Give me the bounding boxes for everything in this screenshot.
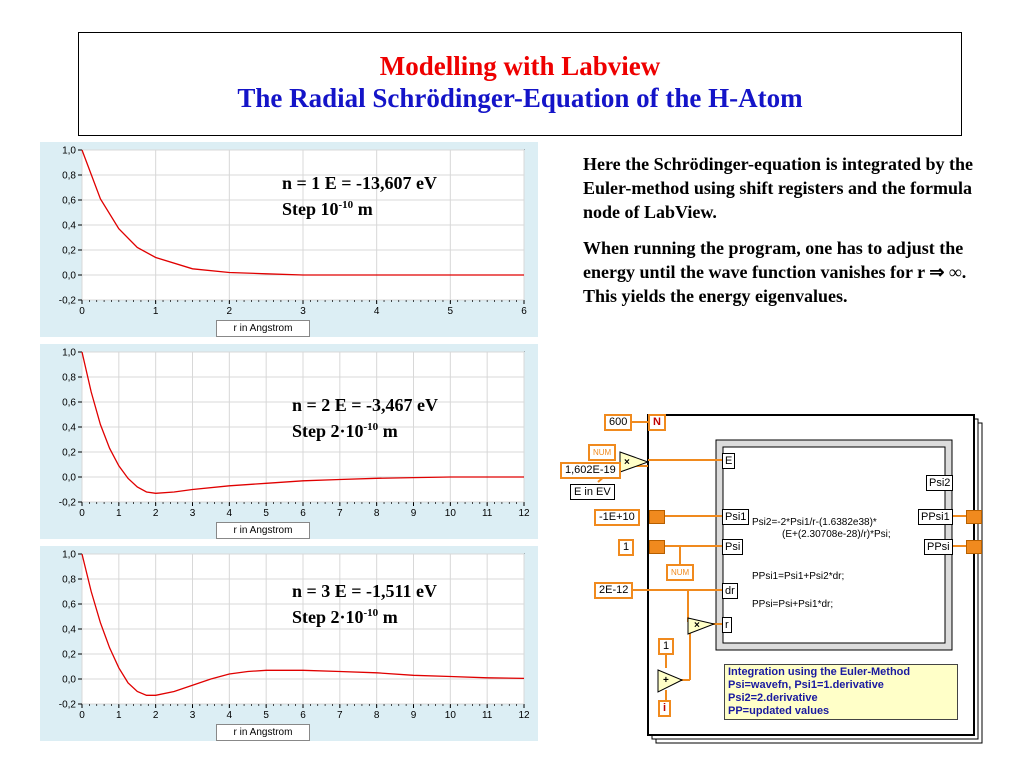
- implies-symbol: ⇒: [929, 262, 945, 282]
- y-tick-label: 0,2: [62, 245, 76, 257]
- title-line-2: The Radial Schrödinger-Equation of the H-Atom: [237, 83, 803, 113]
- y-tick-label: 0,6: [62, 195, 76, 207]
- x-tick-label: 3: [189, 710, 196, 721]
- x-tick-label: 12: [518, 710, 530, 721]
- comment-line-4: PP=updated values: [728, 705, 830, 717]
- x-tick-label: 9: [410, 508, 417, 519]
- x-tick-label: 2: [152, 710, 159, 721]
- iteration-terminal: i: [658, 700, 671, 717]
- x-tick-label: 4: [226, 508, 233, 519]
- x-tick-label: 3: [189, 508, 196, 519]
- formula-line-2: (E+(2.30708e-28)/r)*Psi;: [782, 529, 891, 540]
- formula-input-E: E: [722, 453, 735, 469]
- y-tick-label: 1,0: [62, 145, 76, 157]
- x-tick-label: 11: [481, 508, 493, 519]
- formula-output-PPsi1: PPsi1: [918, 509, 953, 525]
- formula-input-r: r: [722, 617, 732, 633]
- plot-energy-label: n = 1 E = -13,607 eV: [282, 173, 438, 193]
- y-tick-label: -0,2: [58, 295, 76, 307]
- x-tick-label: 7: [337, 508, 343, 519]
- y-tick-label: 0,0: [62, 674, 76, 686]
- y-tick-label: -0,2: [58, 699, 76, 711]
- x-tick-label: 5: [447, 306, 454, 317]
- x-tick-label: 1: [152, 306, 159, 317]
- y-tick-label: 1,0: [62, 549, 76, 561]
- shift-register-right-icon: [966, 510, 982, 524]
- explanation-paragraph-1: Here the Schrödinger-equation is integrated by the Euler-method using shift registers and the formula node of LabView.: [583, 154, 973, 222]
- shift-register-left-icon: [649, 540, 665, 554]
- multiply-node-2: ×: [694, 620, 700, 631]
- title-line-1: Modelling with Labview: [379, 51, 661, 81]
- x-tick-label: 8: [373, 710, 380, 721]
- x-tick-label: 9: [410, 710, 417, 721]
- shift-register-left-icon: [649, 510, 665, 524]
- step-suffix: m: [378, 607, 398, 627]
- step-suffix: m: [378, 421, 398, 441]
- formula-line-3: PPsi1=Psi1+Psi2*dr;: [752, 571, 845, 582]
- initial-psi1-constant[interactable]: -1E+10: [594, 509, 640, 526]
- x-tick-label: 10: [444, 710, 456, 721]
- step-prefix: Step 2·10: [292, 607, 364, 627]
- y-tick-label: -0,2: [58, 497, 76, 509]
- x-tick-label: 11: [481, 710, 493, 721]
- explanation-p2-start: When running the program, one has to adjust the energy until the wave function vanishes for r: [583, 238, 964, 282]
- formula-input-Psi: Psi: [722, 539, 743, 555]
- comment-line-1: Integration using the Euler-Method: [728, 666, 911, 678]
- number-conversion-node: NUM: [588, 444, 616, 461]
- y-tick-label: 0,0: [62, 472, 76, 484]
- x-tick-label: 2: [226, 306, 233, 317]
- x-tick-label: 0: [79, 710, 85, 721]
- number-conversion-node-2: NUM: [666, 564, 694, 581]
- x-tick-label: 6: [521, 306, 527, 317]
- formula-input-dr: dr: [722, 583, 738, 599]
- y-tick-label: 0,4: [62, 220, 76, 232]
- formula-output-PPsi: PPsi: [924, 539, 953, 555]
- x-tick-label: 1: [116, 508, 122, 519]
- x-axis-label: r in Angstrom: [216, 724, 310, 741]
- y-tick-label: 0,8: [62, 372, 76, 384]
- step-prefix: Step 10: [282, 199, 339, 219]
- y-tick-label: 0,4: [62, 422, 76, 434]
- formula-line-1: Psi2=-2*Psi1/r-(1.6382e38)*: [752, 517, 877, 528]
- x-axis-label: r in Angstrom: [216, 320, 310, 337]
- step-prefix: Step 2·10: [292, 421, 364, 441]
- infinity-symbol: ∞: [944, 262, 962, 282]
- step-exponent: -10: [338, 199, 354, 211]
- y-tick-label: 0,2: [62, 447, 76, 459]
- x-tick-label: 6: [300, 508, 306, 519]
- shift-register-right-icon: [966, 540, 982, 554]
- x-tick-label: 4: [373, 306, 380, 317]
- y-tick-label: 0,8: [62, 170, 76, 182]
- elementary-charge-constant[interactable]: 1,602E-19: [560, 462, 621, 479]
- y-tick-label: 1,0: [62, 347, 76, 359]
- x-tick-label: 7: [337, 710, 343, 721]
- y-tick-label: 0,6: [62, 397, 76, 409]
- diagram-comment: [724, 664, 958, 720]
- x-tick-label: 3: [300, 306, 306, 317]
- x-tick-label: 0: [79, 306, 85, 317]
- x-tick-label: 5: [263, 508, 269, 519]
- energy-control-label: E in EV: [570, 484, 615, 500]
- x-tick-label: 12: [518, 508, 530, 519]
- x-tick-label: 4: [226, 710, 233, 721]
- step-exponent: -10: [363, 421, 379, 433]
- multiply-node: ×: [624, 457, 630, 468]
- loop-count-terminal: N: [648, 414, 666, 431]
- y-tick-label: 0,6: [62, 599, 76, 611]
- explanation-p2-end: . This yields the energy eigenvalues.: [583, 262, 967, 306]
- x-tick-label: 8: [373, 508, 380, 519]
- x-tick-label: 6: [300, 710, 306, 721]
- y-tick-label: 0,4: [62, 624, 76, 636]
- initial-psi-constant[interactable]: 1: [618, 539, 634, 556]
- x-tick-label: 0: [79, 508, 85, 519]
- x-axis-label: r in Angstrom: [216, 522, 310, 539]
- comment-line-3: Psi2=2.derivative: [728, 692, 818, 704]
- step-exponent: -10: [363, 607, 379, 619]
- x-tick-label: 1: [116, 710, 122, 721]
- y-tick-label: 0,0: [62, 270, 76, 282]
- x-tick-label: 2: [152, 508, 159, 519]
- add-node: +: [663, 675, 669, 686]
- x-tick-label: 10: [444, 508, 456, 519]
- formula-input-Psi1: Psi1: [722, 509, 749, 525]
- step-dr-constant[interactable]: 2E-12: [594, 582, 633, 599]
- formula-output-Psi2: Psi2: [926, 475, 953, 491]
- plot-energy-label: n = 2 E = -3,467 eV: [292, 395, 439, 415]
- y-tick-label: 0,2: [62, 649, 76, 661]
- step-suffix: m: [353, 199, 373, 219]
- comment-line-2: Psi=wavefn, Psi1=1.derivative: [728, 679, 884, 691]
- one-constant[interactable]: 1: [658, 638, 674, 655]
- formula-line-4: PPsi=Psi+Psi1*dr;: [752, 599, 834, 610]
- x-tick-label: 5: [263, 710, 269, 721]
- plot-energy-label: n = 3 E = -1,511 eV: [292, 581, 438, 601]
- loop-count-constant[interactable]: 600: [604, 414, 632, 431]
- y-tick-label: 0,8: [62, 574, 76, 586]
